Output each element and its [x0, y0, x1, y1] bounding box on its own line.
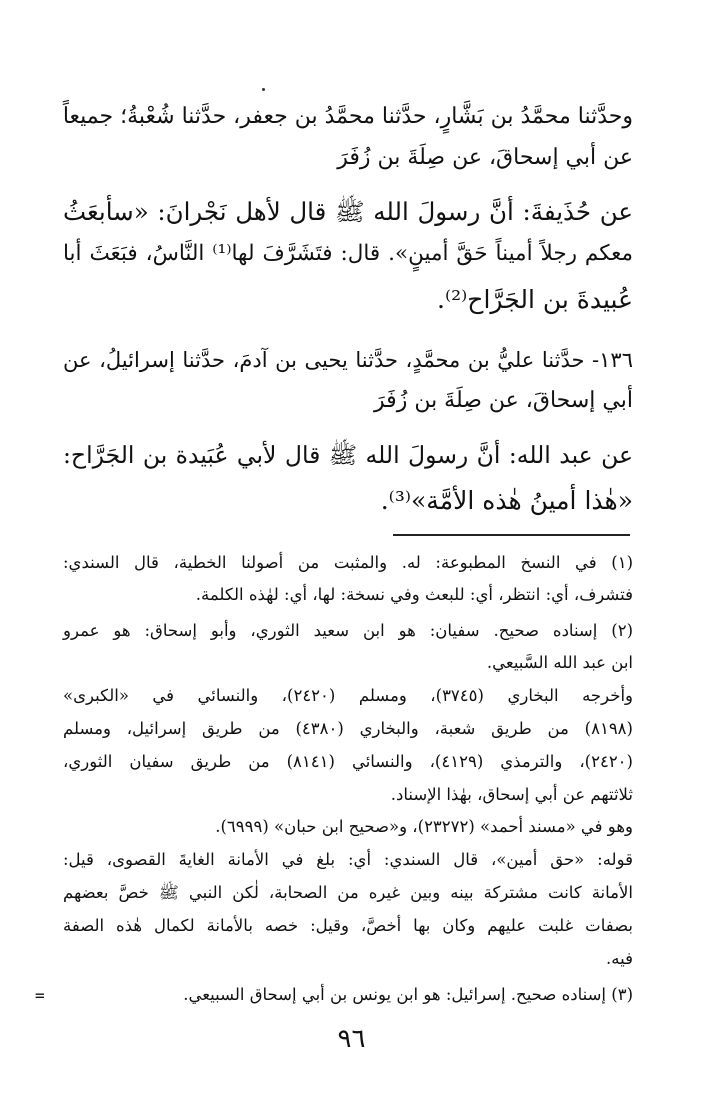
footnote-1-line-1: (١) في النسخ المطبوعة: له. والمثبت من أصولنا الخطية، قال السندي: [63, 553, 633, 572]
isnad-line-2: عن أبي إسحاقَ، عن صِلَةَ بن زُفَرَ [337, 145, 633, 170]
footnote-2-line-3: وأخرجه البخاري (٣٧٤٥)، ومسلم (٢٤٢٠)، والنسائي في «الكبرى» [63, 686, 633, 705]
footnote-2-line-10: بصفات غلبت عليهم وكان بها أخصَّ، وقيل: خصه بالأمانة لكمال هٰذه الصفة [63, 916, 633, 935]
footnote-2-line-11: فيه. [606, 949, 633, 968]
isnad-136-line-1: ١٣٦- حدَّثنا عليُّ بن محمَّدٍ، حدَّثنا يحيى بن آدمَ، حدَّثنا إسرائيلُ، عن [63, 348, 633, 372]
footnote-2-line-7: وهو في «مسند أحمد» (٢٣٢٧٢)، و«صحيح ابن حبان» (٦٩٩٩). [215, 817, 633, 836]
footnote-2-line-5: (٢٤٢٠)، والترمذي (٤١٢٩)، والنسائي (٨١٤١) من طريق سفيان الثوري، [63, 752, 633, 771]
isnad-line-1: وحدَّثنا محمَّدُ بن بَشَّارٍ، حدَّثنا محمَّدُ بن جعفر، حدَّثنا شُعْبةُ؛ جميعاً [62, 104, 633, 129]
footnote-2-line-9: الأمانة كانت مشتركة بينه وبين غيره من الصحابة، لٰكن النبي ﷺ خصَّ بعضهم [63, 883, 633, 902]
footnote-2-line-2: ابن عبد الله السَّبيعي. [486, 653, 633, 672]
footnote-2-line-8: قوله: «حق أمين»، قال السندي: أي: بلغ في الأمانة الغايةَ القصوى، قيل: [63, 850, 633, 869]
isnad-136-line-2: أبي إسحاقَ، عن صِلَةَ بن زُفَرَ [374, 388, 633, 413]
footnote-2-line-4: (٨١٩٨) من طريق شعبة، والبخاري (٤٣٨٠) من طريق إسرائيل، ومسلم [63, 719, 633, 738]
footnote-2-line-1: (٢) إسناده صحيح. سفيان: هو ابن سعيد الثوري، وأبو إسحاق: هو عمرو [63, 621, 633, 640]
footnote-1-line-2: فتشرف، أي: انتظر، أي: للبعث وفي نسخة: لها، أي: لهٰذه الكلمة. [195, 585, 633, 604]
hadith-line-1: عن حُذَيفةَ: أنَّ رسولَ الله ﷺ قال لأهل نَجْرانَ: «سأبعَثُ [63, 197, 633, 226]
continuation-mark: = [35, 986, 45, 1005]
page-number: ٩٦ [337, 1024, 366, 1054]
hadith-line-2: معكم رجلاً أميناً حَقَّ أمينٍ». قال: فتَشَرَّفَ لها⁽¹⁾ النَّاسُ، فبَعَثَ أبا [63, 241, 633, 266]
hadith-136-line-1: عن عبد الله: أنَّ رسولَ الله ﷺ قال لأبي عُبَيدة بن الجَرَّاح: [63, 441, 633, 469]
footnote-separator [393, 534, 630, 536]
ink-speck [262, 88, 265, 91]
footnote-3-line-1: (٣) إسناده صحيح. إسرائيل: هو ابن يونس بن أبي إسحاق السبيعي. [183, 985, 633, 1004]
footnote-2-line-6: ثلاثتهم عن أبي إسحاق، بهٰذا الإسناد. [390, 785, 633, 804]
hadith-136-line-2: «هٰذا أمينُ هٰذه الأمَّة»⁽³⁾. [380, 486, 633, 515]
hadith-line-3: عُبيدةَ بن الجَرَّاح⁽²⁾. [437, 285, 633, 314]
